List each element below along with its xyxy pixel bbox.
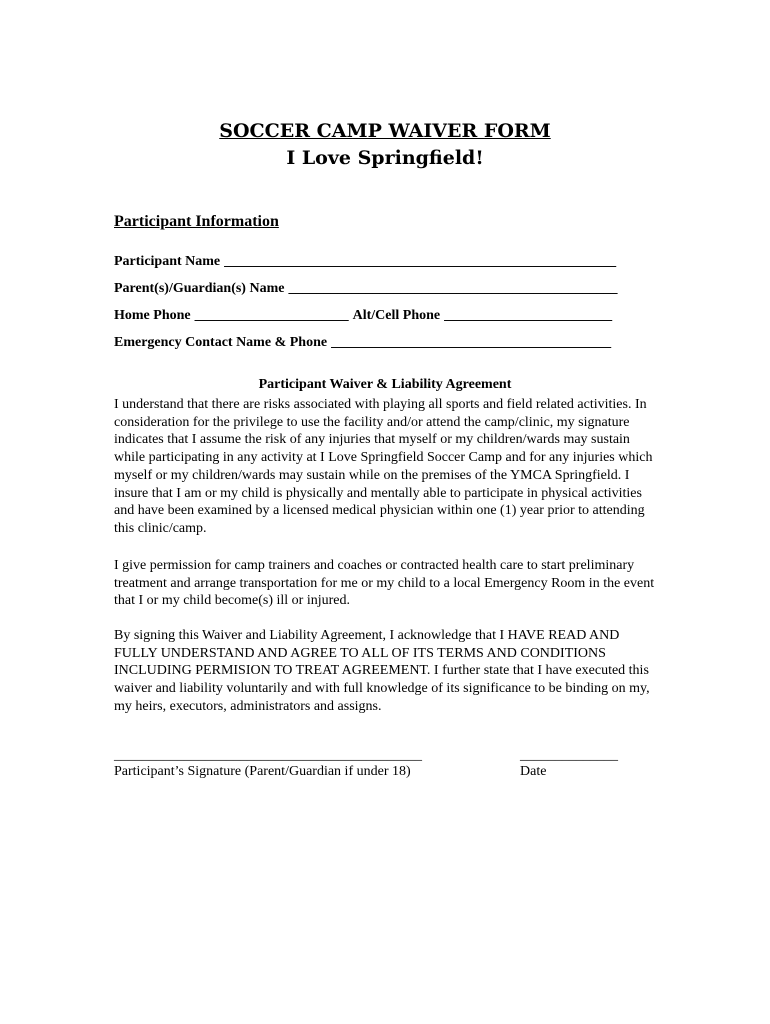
participant-name-label: Participant Name [114, 254, 221, 269]
emergency-contact-field[interactable] [114, 334, 611, 352]
alt-phone-line[interactable]: ________________________ [444, 308, 613, 323]
agreement-paragraph-permission: I give permission for camp trainers and coaches or contracted health care to start preliminary treatment and arrange transportation for me or my child to a local Emergency Room in the event that I or my child become(s) ill or injured. [114, 558, 655, 609]
participant-name-line[interactable]: ________________________________________________________ [224, 254, 617, 269]
participant-name-field[interactable] [114, 253, 616, 271]
date-line[interactable]: ______________ [520, 748, 618, 763]
guardian-name-field[interactable] [114, 280, 617, 298]
guardian-name-line[interactable]: _______________________________________________ [288, 281, 618, 296]
agreement-paragraph-acknowledgement: By signing this Waiver and Liability Agreement, I acknowledge that I HAVE READ AND FULLY UNDERSTAND AND AGREE TO ALL OF ITS TERMS AND CONDITIONS INCLUDING PERMISION TO TREAT AGREEMENT. I further state that I have executed this waiver and liability voluntarily and with full knowledge of its significance to be binding on my, my heirs, executors, administrators and assigns. [114, 628, 650, 714]
date-label: Date [520, 764, 547, 779]
home-phone-line[interactable]: ______________________ [194, 308, 349, 323]
agreement-paragraph-risks: I understand that there are risks associated with playing all sports and field related activities. In consideration for the privilege to use the facility and/or attend the camp/clinic, my signature indicates that I assume the risk of any injuries that myself or my children/wards may sustain while participating in any activity at I Love Springfield Soccer Camp and for any injuries which myself or my children/wards may sustain while on the premises of the YMCA Springfield. I insure that I am or my child is physically and mentally able to participate in physical activities and have been examined by a licensed medical physician within one (1) year prior to attending this clinic/camp. [114, 397, 653, 536]
form-subtitle: I Love Springfield! [286, 147, 484, 169]
agreement-heading: Participant Waiver & Liability Agreement [258, 377, 512, 392]
signature-label: Participant’s Signature (Parent/Guardian if under 18) [114, 764, 411, 779]
alt-phone-label: Alt/Cell Phone [352, 308, 441, 323]
signature-line[interactable]: ____________________________________________ [114, 748, 422, 763]
participant-info-heading: Participant Information [114, 213, 279, 230]
guardian-name-label: Parent(s)/Guardian(s) Name [114, 281, 285, 296]
phone-fields [114, 307, 612, 325]
emergency-contact-label: Emergency Contact Name & Phone [114, 335, 328, 350]
form-title: SOCCER CAMP WAIVER FORM [219, 120, 551, 142]
emergency-contact-line[interactable]: ________________________________________ [331, 335, 612, 350]
home-phone-label: Home Phone [114, 308, 191, 323]
